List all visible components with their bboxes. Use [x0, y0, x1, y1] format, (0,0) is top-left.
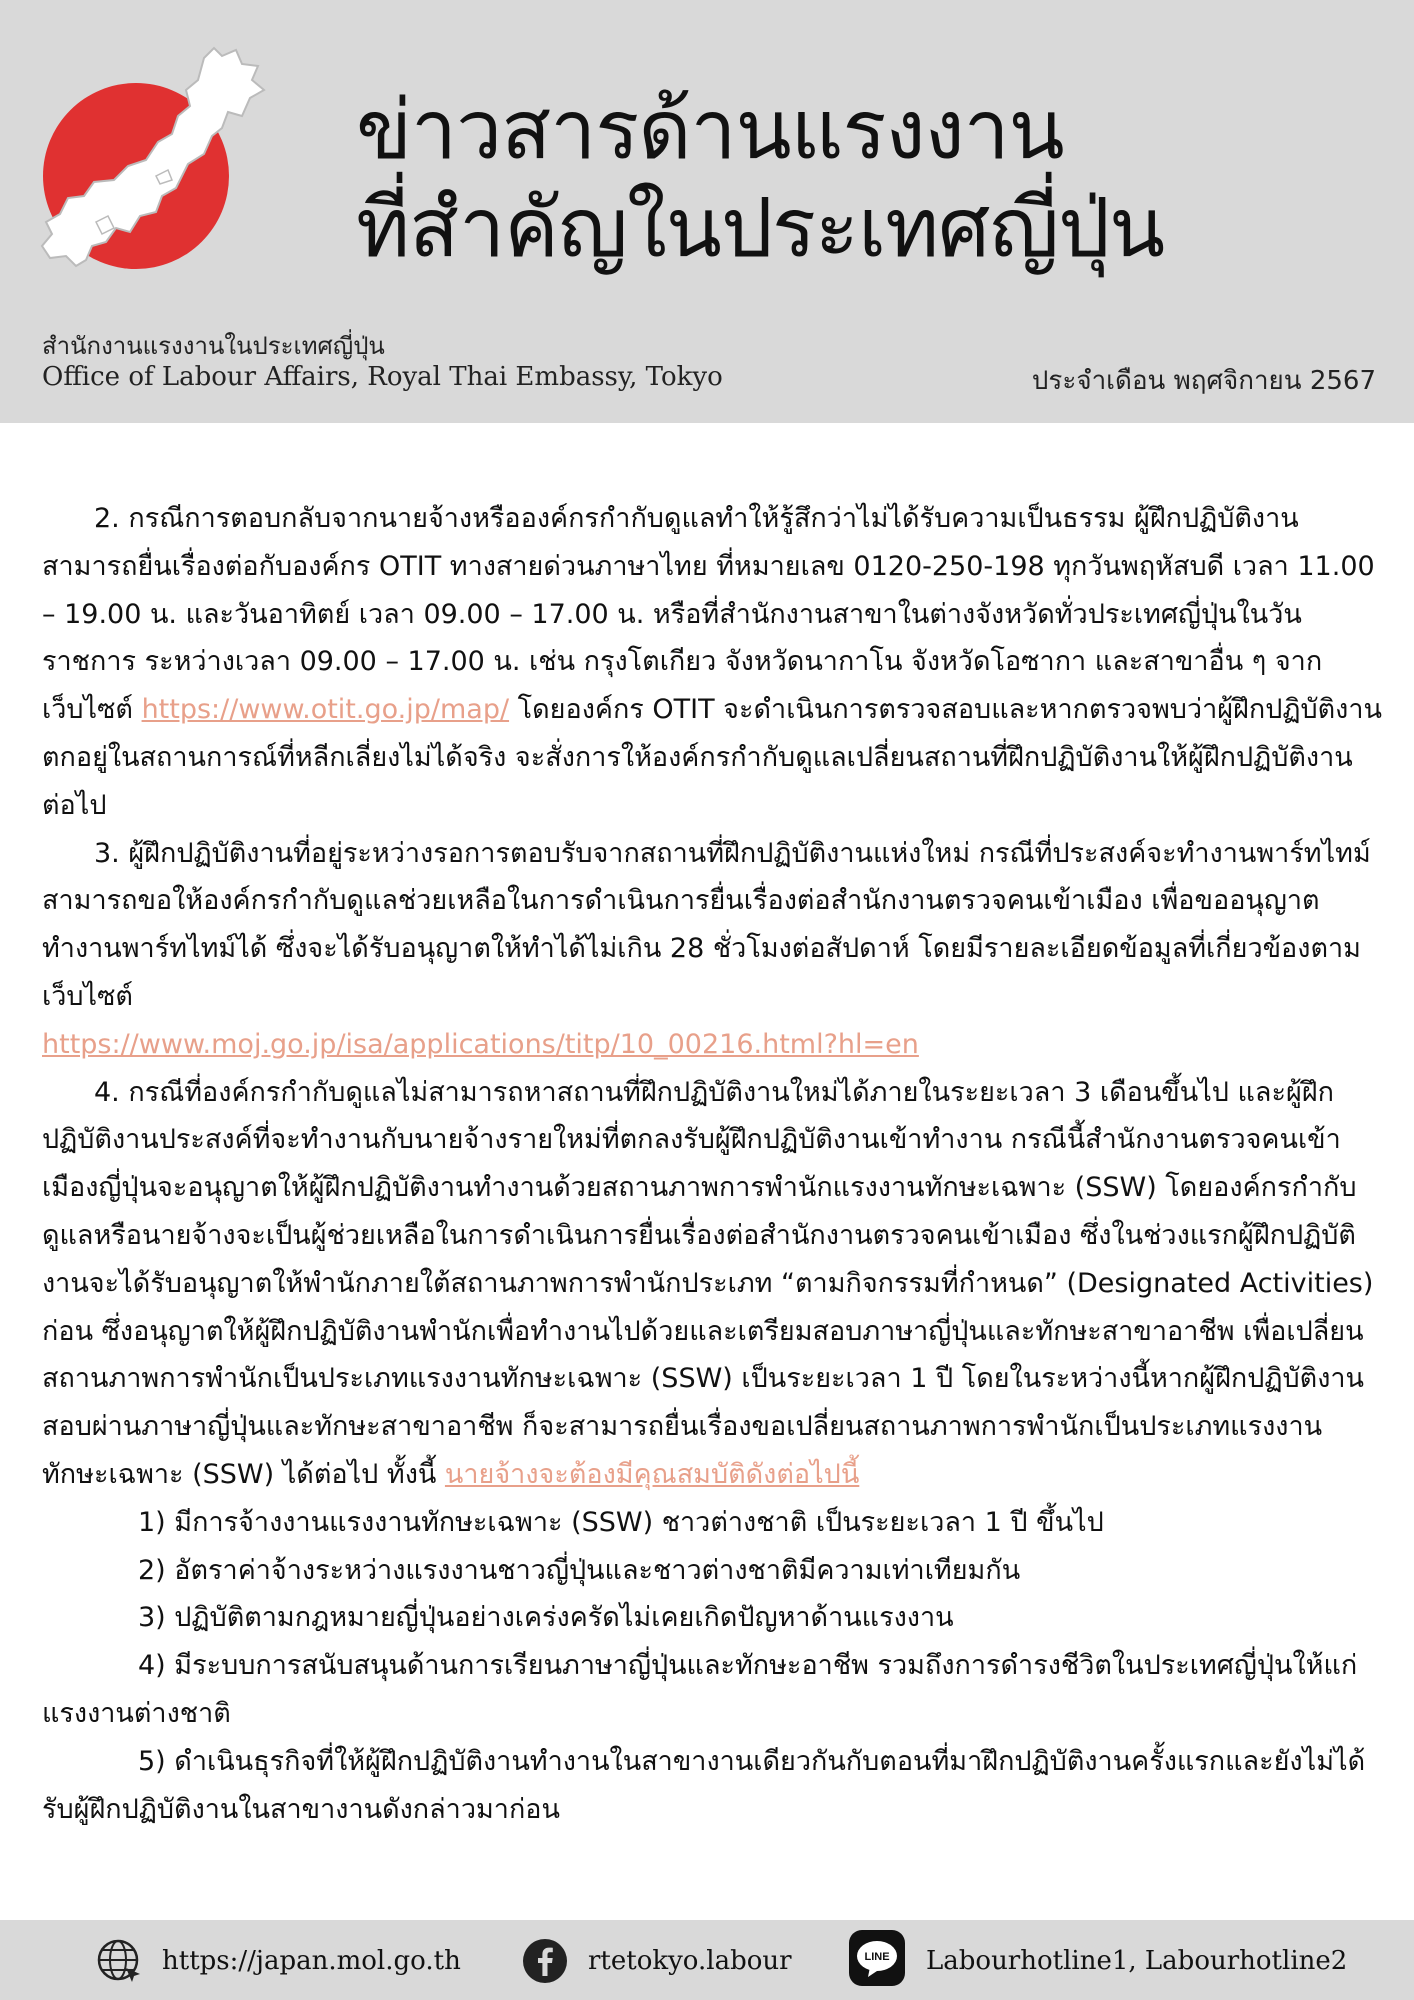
paragraph-2-text-start: 2. กรณีการตอบกลับจากนายจ้างหรือองค์กรกำกับดูแลทำให้รู้สึกว่าไม่ได้รับความเป็นธรรม ผู้ฝึกปฏิบัติงานสามารถยื่นเรื่องต่อกับองค์กร OTIT ทางสายด่วนภาษาไทย ที่หมายเลข 0120-250-198 ทุกวันพฤหัสบดี เวลา 11.00 – 19.00 น. และวันอาทิตย์ เวลา 09.00 – 17.00 น. หรือที่สำนักงานสาขาในต่างจังหวัดทั่วประเทศญี่ปุ่นในวันราชการ ระหว่างเวลา 09.00 – 17.00 น. เช่น กรุงโตเกียว จังหวัดนากาโน จังหวัดโอซากา และสาขาอื่น ๆ จากเว็บไซต์ [42, 503, 1375, 726]
office-name-english: Office of Labour Affairs, Royal Thai Embassy, Tokyo [42, 362, 723, 392]
footer-contact-bar [0, 1920, 1414, 2000]
facebook-icon [522, 1938, 568, 1984]
paragraph-2 [42, 495, 1382, 830]
line-icon [848, 1929, 906, 1987]
list-item: 1) มีการจ้างงานแรงงานทักษะเฉพาะ (SSW) ชาวต่างชาติ เป็นระยะเวลา 1 ปี ขึ้นไป [138, 1506, 1104, 1538]
facebook-page-name: rtetokyo.labour [588, 1946, 792, 1976]
employer-qualifications-link[interactable]: นายจ้างจะต้องมีคุณสมบัติดังต่อไปนี้ [444, 1458, 860, 1490]
page-title [356, 82, 1396, 278]
office-name-thai: สำนักงานแรงงานในประเทศญี่ปุ่น [42, 332, 385, 360]
paragraph-4-text: 4. กรณีที่องค์กรกำกับดูแลไม่สามารถหาสถานที่ฝึกปฏิบัติงานใหม่ได้ภายในระยะเวลา 3 เดือนขึ้นไป และผู้ฝึกปฏิบัติงานประสงค์ที่จะทำงานกับนายจ้างรายใหม่ที่ตกลงรับผู้ฝึกปฏิบัติงานเข้าทำงาน กรณีนี้สำนักงานตรวจคนเข้าเมืองญี่ปุ่นจะอนุญาตให้ผู้ฝึกปฏิบัติงานทำงานด้วยสถานภาพการพำนักแรงงานทักษะเฉพาะ (SSW) โดยองค์กรกำกับดูแลหรือนายจ้างจะเป็นผู้ช่วยเหลือในการดำเนินการยื่นเรื่องต่อสำนักงานตรวจคนเข้าเมือง ซึ่งในช่วงแรกผู้ฝึกปฏิบัติงานจะได้รับอนุญาตให้พำนักภายใต้สถานภาพการพำนักประเภท “ตามกิจกรรมที่กำหนด” (Designated Activities) ก่อน ซึ่งอนุญาตให้ผู้ฝึกปฏิบัติงานพำนักเพื่อทำงานไปด้วยและเตรียมสอบภาษาญี่ปุ่นและทักษะสาขาอาชีพ เพื่อเปลี่ยนสถานภาพการพำนักเป็นประเภทแรงงานทักษะเฉพาะ (SSW) เป็นระยะเวลา 1 ปี โดยในระหว่างนี้หากผู้ฝึกปฏิบัติงานสอบผ่านภาษาญี่ปุ่นและทักษะสาขาอาชีพ ก็จะสามารถยื่นเรื่องขอเปลี่ยนสถานภาพการพำนักเป็นประเภทแรงงานทักษะเฉพาะ (SSW) ได้ต่อไป ทั้งนี้ [42, 1076, 1374, 1490]
line-account-ids: Labourhotline1, Labourhotline2 [926, 1946, 1348, 1976]
paragraph-2-text-end: โดยองค์กร OTIT จะดำเนินการตรวจสอบและหากตรวจพบว่าผู้ฝึกปฏิบัติงานตกอยู่ในสถานการณ์ที่หลีกเลี่ยงไม่ได้จริง จะสั่งการให้องค์กรกำกับดูแลเปลี่ยนสถานที่ฝึกปฏิบัติงานให้ผู้ฝึกปฏิบัติงานต่อไป [42, 694, 1382, 821]
japan-map-sun-logo [36, 46, 276, 276]
line-badge-text: LINE [864, 1951, 890, 1963]
paragraph-3-link-line [42, 1021, 1382, 1069]
globe-icon [96, 1938, 142, 1984]
website-contact[interactable] [96, 1938, 461, 1984]
moj-isa-link[interactable]: https://www.moj.go.jp/isa/applications/titp/10_00216.html?hl=en [42, 1028, 919, 1060]
website-url: https://japan.mol.go.th [162, 1946, 461, 1976]
list-item: 2) อัตราค่าจ้างระหว่างแรงงานชาวญี่ปุ่นและชาวต่างชาติมีความเท่าเทียมกัน [138, 1554, 1021, 1586]
otit-map-link[interactable]: https://www.otit.go.jp/map/ [141, 694, 510, 726]
list-item: 4) มีระบบการสนับสนุนด้านการเรียนภาษาญี่ปุ่นและทักษะอาชีพ รวมถึงการดำรงชีวิตในประเทศญี่ปุ่นให้แก่แรงงานต่างชาติ [42, 1650, 1358, 1729]
line-contact[interactable] [848, 1938, 1347, 1984]
list-item: 3) ปฏิบัติตามกฎหมายญี่ปุ่นอย่างเคร่งครัดไม่เคยเกิดปัญหาด้านแรงงาน [138, 1602, 954, 1634]
article-body [42, 495, 1382, 1833]
paragraph-3: 3. ผู้ฝึกปฏิบัติงานที่อยู่ระหว่างรอการตอบรับจากสถานที่ฝึกปฏิบัติงานแห่งใหม่ กรณีที่ประสงค์จะทำงานพาร์ทไทม์ สามารถขอให้องค์กรกำกับดูแลช่วยเหลือในการดำเนินการยื่นเรื่องต่อสำนักงานตรวจคนเข้าเมือง เพื่อขออนุญาตทำงานพาร์ทไทม์ได้ ซึ่งจะได้รับอนุญาตให้ทำได้ไม่เกิน 28 ชั่วโมงต่อสัปดาห์ โดยมีรายละเอียดข้อมูลที่เกี่ยวข้องตามเว็บไซต์ [42, 837, 1371, 1012]
header-banner [0, 0, 1414, 423]
title-line-2: ที่สำคัญในประเทศญี่ปุ่น [356, 181, 1165, 276]
issue-date: ประจำเดือน พฤศจิกายน 2567 [1031, 366, 1376, 396]
title-line-1: ข่าวสารด้านแรงงาน [356, 83, 1064, 178]
facebook-contact[interactable] [522, 1938, 792, 1984]
paragraph-4 [42, 1069, 1382, 1499]
list-item: 5) ดำเนินธุรกิจที่ให้ผู้ฝึกปฏิบัติงานทำงานในสาขางานเดียวกันกับตอนที่มาฝึกปฏิบัติงานครั้งแรกและยังไม่ได้รับผู้ฝึกปฏิบัติงานในสาขางานดังกล่าวมาก่อน [42, 1745, 1366, 1825]
